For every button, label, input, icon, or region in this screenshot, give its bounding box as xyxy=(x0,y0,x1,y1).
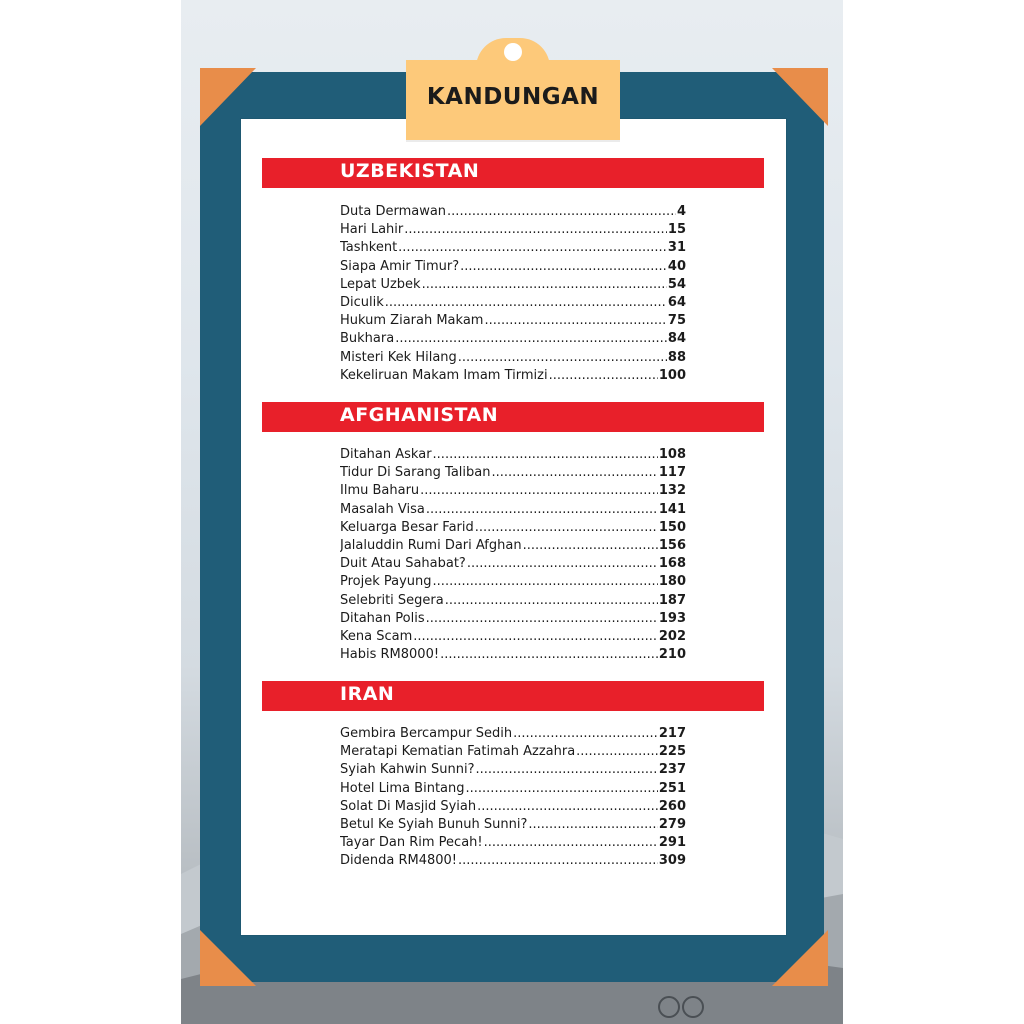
corner-top-right xyxy=(772,68,828,126)
leader-dots xyxy=(440,646,658,664)
toc-entry[interactable] xyxy=(340,519,686,537)
entry-page: 64 xyxy=(667,294,686,310)
leader-dots xyxy=(576,743,658,761)
entry-title: Selebriti Segera xyxy=(340,592,444,608)
leader-dots xyxy=(467,555,658,573)
toc-entry[interactable] xyxy=(340,464,686,482)
leader-dots xyxy=(523,537,658,555)
entry-title: Tayar Dan Rim Pecah! xyxy=(340,835,483,851)
toc-entry[interactable] xyxy=(340,555,686,573)
entry-title: Meratapi Kematian Fatimah Azzahra xyxy=(340,744,576,760)
entry-page: 217 xyxy=(658,726,686,741)
entry-page: 168 xyxy=(658,556,686,572)
toc-entry[interactable] xyxy=(340,573,686,591)
clip-hole xyxy=(504,43,522,61)
leader-dots xyxy=(466,780,658,798)
toc-entry[interactable] xyxy=(340,834,686,852)
entry-title: Hukum Ziarah Makam xyxy=(340,313,484,329)
entry-title: Ditahan Askar xyxy=(340,447,432,462)
entry-page: 309 xyxy=(658,853,686,869)
section-title: AFGHANISTAN xyxy=(340,404,499,426)
corner-bottom-left xyxy=(200,930,256,986)
leader-dots xyxy=(475,519,658,537)
entry-page: 156 xyxy=(658,537,686,553)
entry-page: 291 xyxy=(658,835,686,851)
toc-entry[interactable] xyxy=(340,725,686,743)
leader-dots xyxy=(484,312,666,330)
toc-entry[interactable] xyxy=(340,816,686,834)
toc-entry[interactable] xyxy=(340,482,686,500)
entry-page: 31 xyxy=(667,240,686,256)
entry-title: Hari Lahir xyxy=(340,222,404,238)
entry-title: Projek Payung xyxy=(340,574,432,590)
entry-title: Betul Ke Syiah Bunuh Sunni? xyxy=(340,816,528,832)
leader-dots xyxy=(413,628,658,646)
entry-page: 15 xyxy=(667,222,686,238)
entry-page: 40 xyxy=(667,258,686,274)
toc-entry[interactable] xyxy=(340,628,686,646)
section-header-uzbekistan xyxy=(262,158,764,188)
toc-entry[interactable] xyxy=(340,349,686,367)
corner-top-left xyxy=(200,68,256,126)
toc-entry[interactable] xyxy=(340,330,686,348)
entry-page: 100 xyxy=(658,367,686,383)
leader-dots xyxy=(491,464,657,482)
section-header-afghanistan xyxy=(262,402,764,432)
leader-dots xyxy=(422,276,667,294)
leader-dots xyxy=(395,330,667,348)
entry-page: 193 xyxy=(658,610,686,626)
toc-entry[interactable] xyxy=(340,221,686,239)
toc-entry[interactable] xyxy=(340,743,686,761)
leader-dots xyxy=(447,203,676,221)
entry-title: Jalaluddin Rumi Dari Afghan xyxy=(340,537,522,553)
leader-dots xyxy=(398,239,667,257)
leader-dots xyxy=(513,725,658,743)
toc-entry[interactable] xyxy=(340,446,686,464)
leader-dots xyxy=(433,446,658,464)
toc-entry[interactable] xyxy=(340,610,686,628)
section-header-iran xyxy=(262,681,764,711)
toc-list-iran xyxy=(340,725,686,871)
leader-dots xyxy=(476,761,658,779)
entry-title: Solat Di Masjid Syiah xyxy=(340,798,477,814)
entry-title: Duit Atau Sahabat? xyxy=(340,556,466,572)
entry-title: Duta Dermawan xyxy=(340,204,447,219)
entry-page: 180 xyxy=(658,574,686,590)
toc-entry[interactable] xyxy=(340,367,686,385)
entry-page: 75 xyxy=(667,313,686,329)
entry-title: Syiah Kahwin Sunni? xyxy=(340,762,475,778)
leader-dots xyxy=(404,221,667,239)
entry-page: 210 xyxy=(658,647,686,663)
leader-dots xyxy=(460,258,667,276)
entry-page: 251 xyxy=(658,780,686,796)
toc-entry[interactable] xyxy=(340,780,686,798)
entry-page: 150 xyxy=(658,519,686,535)
entry-title: Misteri Kek Hilang xyxy=(340,349,457,365)
leader-dots xyxy=(458,349,667,367)
corner-bottom-right xyxy=(772,930,828,986)
toc-entry[interactable] xyxy=(340,203,686,221)
toc-entry[interactable] xyxy=(340,852,686,870)
entry-title: Lepat Uzbek xyxy=(340,276,421,292)
entry-page: 54 xyxy=(667,276,686,292)
leader-dots xyxy=(528,816,657,834)
entry-page: 260 xyxy=(658,798,686,814)
leader-dots xyxy=(477,798,658,816)
entry-title: Bukhara xyxy=(340,331,395,347)
entry-title: Siapa Amir Timur? xyxy=(340,258,460,274)
entry-title: Masalah Visa xyxy=(340,501,425,517)
entry-title: Kekeliruan Makam Imam Tirmizi xyxy=(340,367,548,383)
entry-page: 132 xyxy=(658,483,686,499)
entry-page: 141 xyxy=(658,501,686,517)
leader-dots xyxy=(445,592,658,610)
leader-dots xyxy=(549,367,658,385)
entry-page: 84 xyxy=(667,331,686,347)
leader-dots xyxy=(420,482,658,500)
entry-page: 202 xyxy=(658,628,686,644)
entry-page: 88 xyxy=(667,349,686,365)
toc-entry[interactable] xyxy=(340,592,686,610)
leader-dots xyxy=(433,573,658,591)
leader-dots xyxy=(458,852,658,870)
entry-page: 225 xyxy=(658,744,686,760)
entry-title: Kena Scam xyxy=(340,628,413,644)
entry-page: 4 xyxy=(676,204,686,219)
toc-entry[interactable] xyxy=(340,501,686,519)
section-title: UZBEKISTAN xyxy=(340,160,480,182)
entry-title: Diculik xyxy=(340,294,384,310)
entry-title: Gembira Bercampur Sedih xyxy=(340,726,513,741)
toc-entry[interactable] xyxy=(340,276,686,294)
page-title: KANDUNGAN xyxy=(426,84,600,110)
toc-entry[interactable] xyxy=(340,312,686,330)
entry-title: Hotel Lima Bintang xyxy=(340,780,465,796)
entry-page: 117 xyxy=(658,465,686,481)
entry-page: 237 xyxy=(658,762,686,778)
toc-entry[interactable] xyxy=(340,646,686,664)
entry-title: Keluarga Besar Farid xyxy=(340,519,474,535)
entry-title: Ilmu Baharu xyxy=(340,483,420,499)
section-title: IRAN xyxy=(340,683,395,705)
toc-entry[interactable] xyxy=(340,537,686,555)
toc-entry[interactable] xyxy=(340,761,686,779)
entry-page: 279 xyxy=(658,816,686,832)
entry-title: Ditahan Polis xyxy=(340,610,425,626)
toc-list-uzbekistan xyxy=(340,203,686,385)
leader-dots xyxy=(385,294,667,312)
entry-page: 187 xyxy=(658,592,686,608)
leader-dots xyxy=(484,834,658,852)
toc-entry[interactable] xyxy=(340,239,686,257)
toc-list-afghanistan xyxy=(340,446,686,664)
entry-title: Habis RM8000! xyxy=(340,647,440,663)
toc-entry[interactable] xyxy=(340,294,686,312)
toc-entry[interactable] xyxy=(340,798,686,816)
entry-title: Didenda RM4800! xyxy=(340,853,458,869)
entry-title: Tidur Di Sarang Taliban xyxy=(340,465,491,481)
leader-dots xyxy=(426,501,658,519)
toc-entry[interactable] xyxy=(340,258,686,276)
entry-title: Tashkent xyxy=(340,240,398,256)
entry-page: 108 xyxy=(658,447,686,462)
leader-dots xyxy=(426,610,658,628)
